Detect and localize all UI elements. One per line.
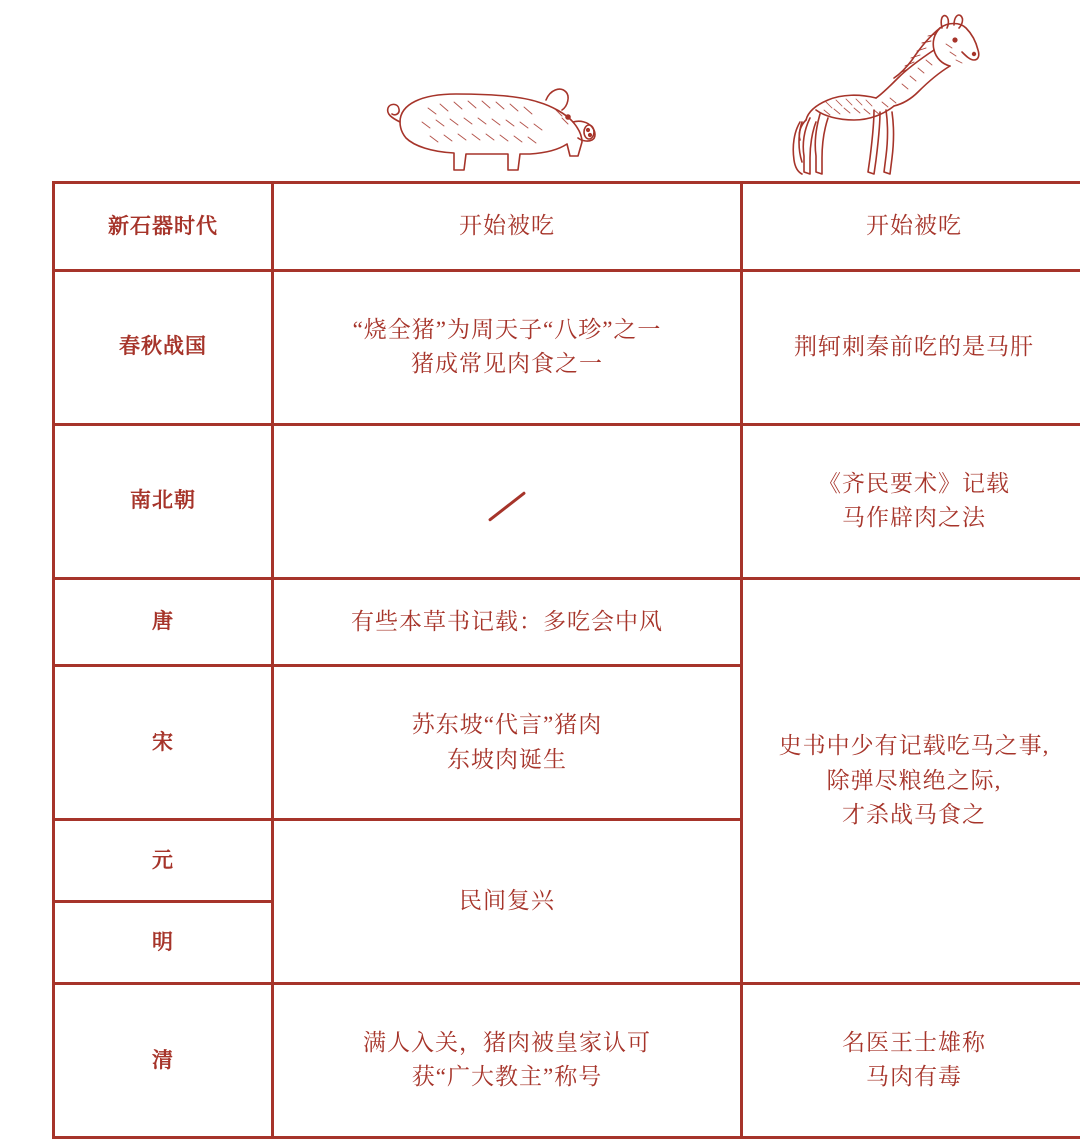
cell-line: 东坡肉诞生 [447, 746, 567, 772]
cell-line: 马肉有毒 [866, 1064, 962, 1090]
cell-line: 开始被吃 [459, 213, 555, 239]
cell-line: 获“广大教主”称号 [411, 1064, 603, 1090]
cell-line: 马作辟肉之法 [842, 505, 986, 531]
horse-cell [742, 424, 1080, 578]
horse-cell [742, 183, 1080, 271]
era-label: 清 [54, 983, 273, 1137]
table-row [54, 270, 1080, 424]
era-label: 宋 [54, 666, 273, 820]
horse-cell [742, 983, 1080, 1137]
dash-mark-icon [488, 491, 526, 522]
cell-line: 除弹尽粮绝之际, [826, 767, 1002, 793]
horse-cell-merged [742, 578, 1080, 983]
cell-line: “烧全猪”为周天子“八珍”之一 [352, 316, 662, 342]
cell-line: 才杀战马食之 [842, 802, 986, 828]
horse-illustration [790, 10, 990, 185]
table-row [54, 578, 1080, 666]
pig-illustration [370, 70, 610, 185]
pig-cell-empty [273, 424, 742, 578]
horse-cell [742, 270, 1080, 424]
history-table [52, 181, 1080, 1139]
cell-line: 荆轲刺秦前吃的是马肝 [794, 333, 1034, 359]
era-label: 春秋战国 [54, 270, 273, 424]
era-label: 唐 [54, 578, 273, 666]
era-label: 新石器时代 [54, 183, 273, 271]
table-row [54, 424, 1080, 578]
era-label: 南北朝 [54, 424, 273, 578]
cell-line: 猪成常见肉食之一 [411, 351, 603, 377]
cell-line: 史书中少有记载吃马之事, [778, 733, 1050, 759]
pig-cell [273, 983, 742, 1137]
cell-line: 满人入关，猪肉被皇家认可 [363, 1029, 651, 1055]
table-row [54, 183, 1080, 271]
era-label: 明 [54, 902, 273, 984]
cell-line: 有些本草书记载：多吃会中风 [351, 608, 663, 634]
cell-line: 名医王士雄称 [842, 1029, 986, 1055]
cell-line: 开始被吃 [866, 213, 962, 239]
pig-cell [273, 666, 742, 820]
pig-cell-merged [273, 820, 742, 984]
cell-line: 苏东坡“代言”猪肉 [411, 712, 603, 738]
table-row [54, 983, 1080, 1137]
cell-line: 《齐民要术》记载 [818, 470, 1010, 496]
pig-cell [273, 578, 742, 666]
history-table-wrapper [52, 181, 1050, 1139]
era-label: 元 [54, 820, 273, 902]
cell-line: 民间复兴 [459, 888, 555, 914]
pig-cell [273, 270, 742, 424]
pig-cell [273, 183, 742, 271]
